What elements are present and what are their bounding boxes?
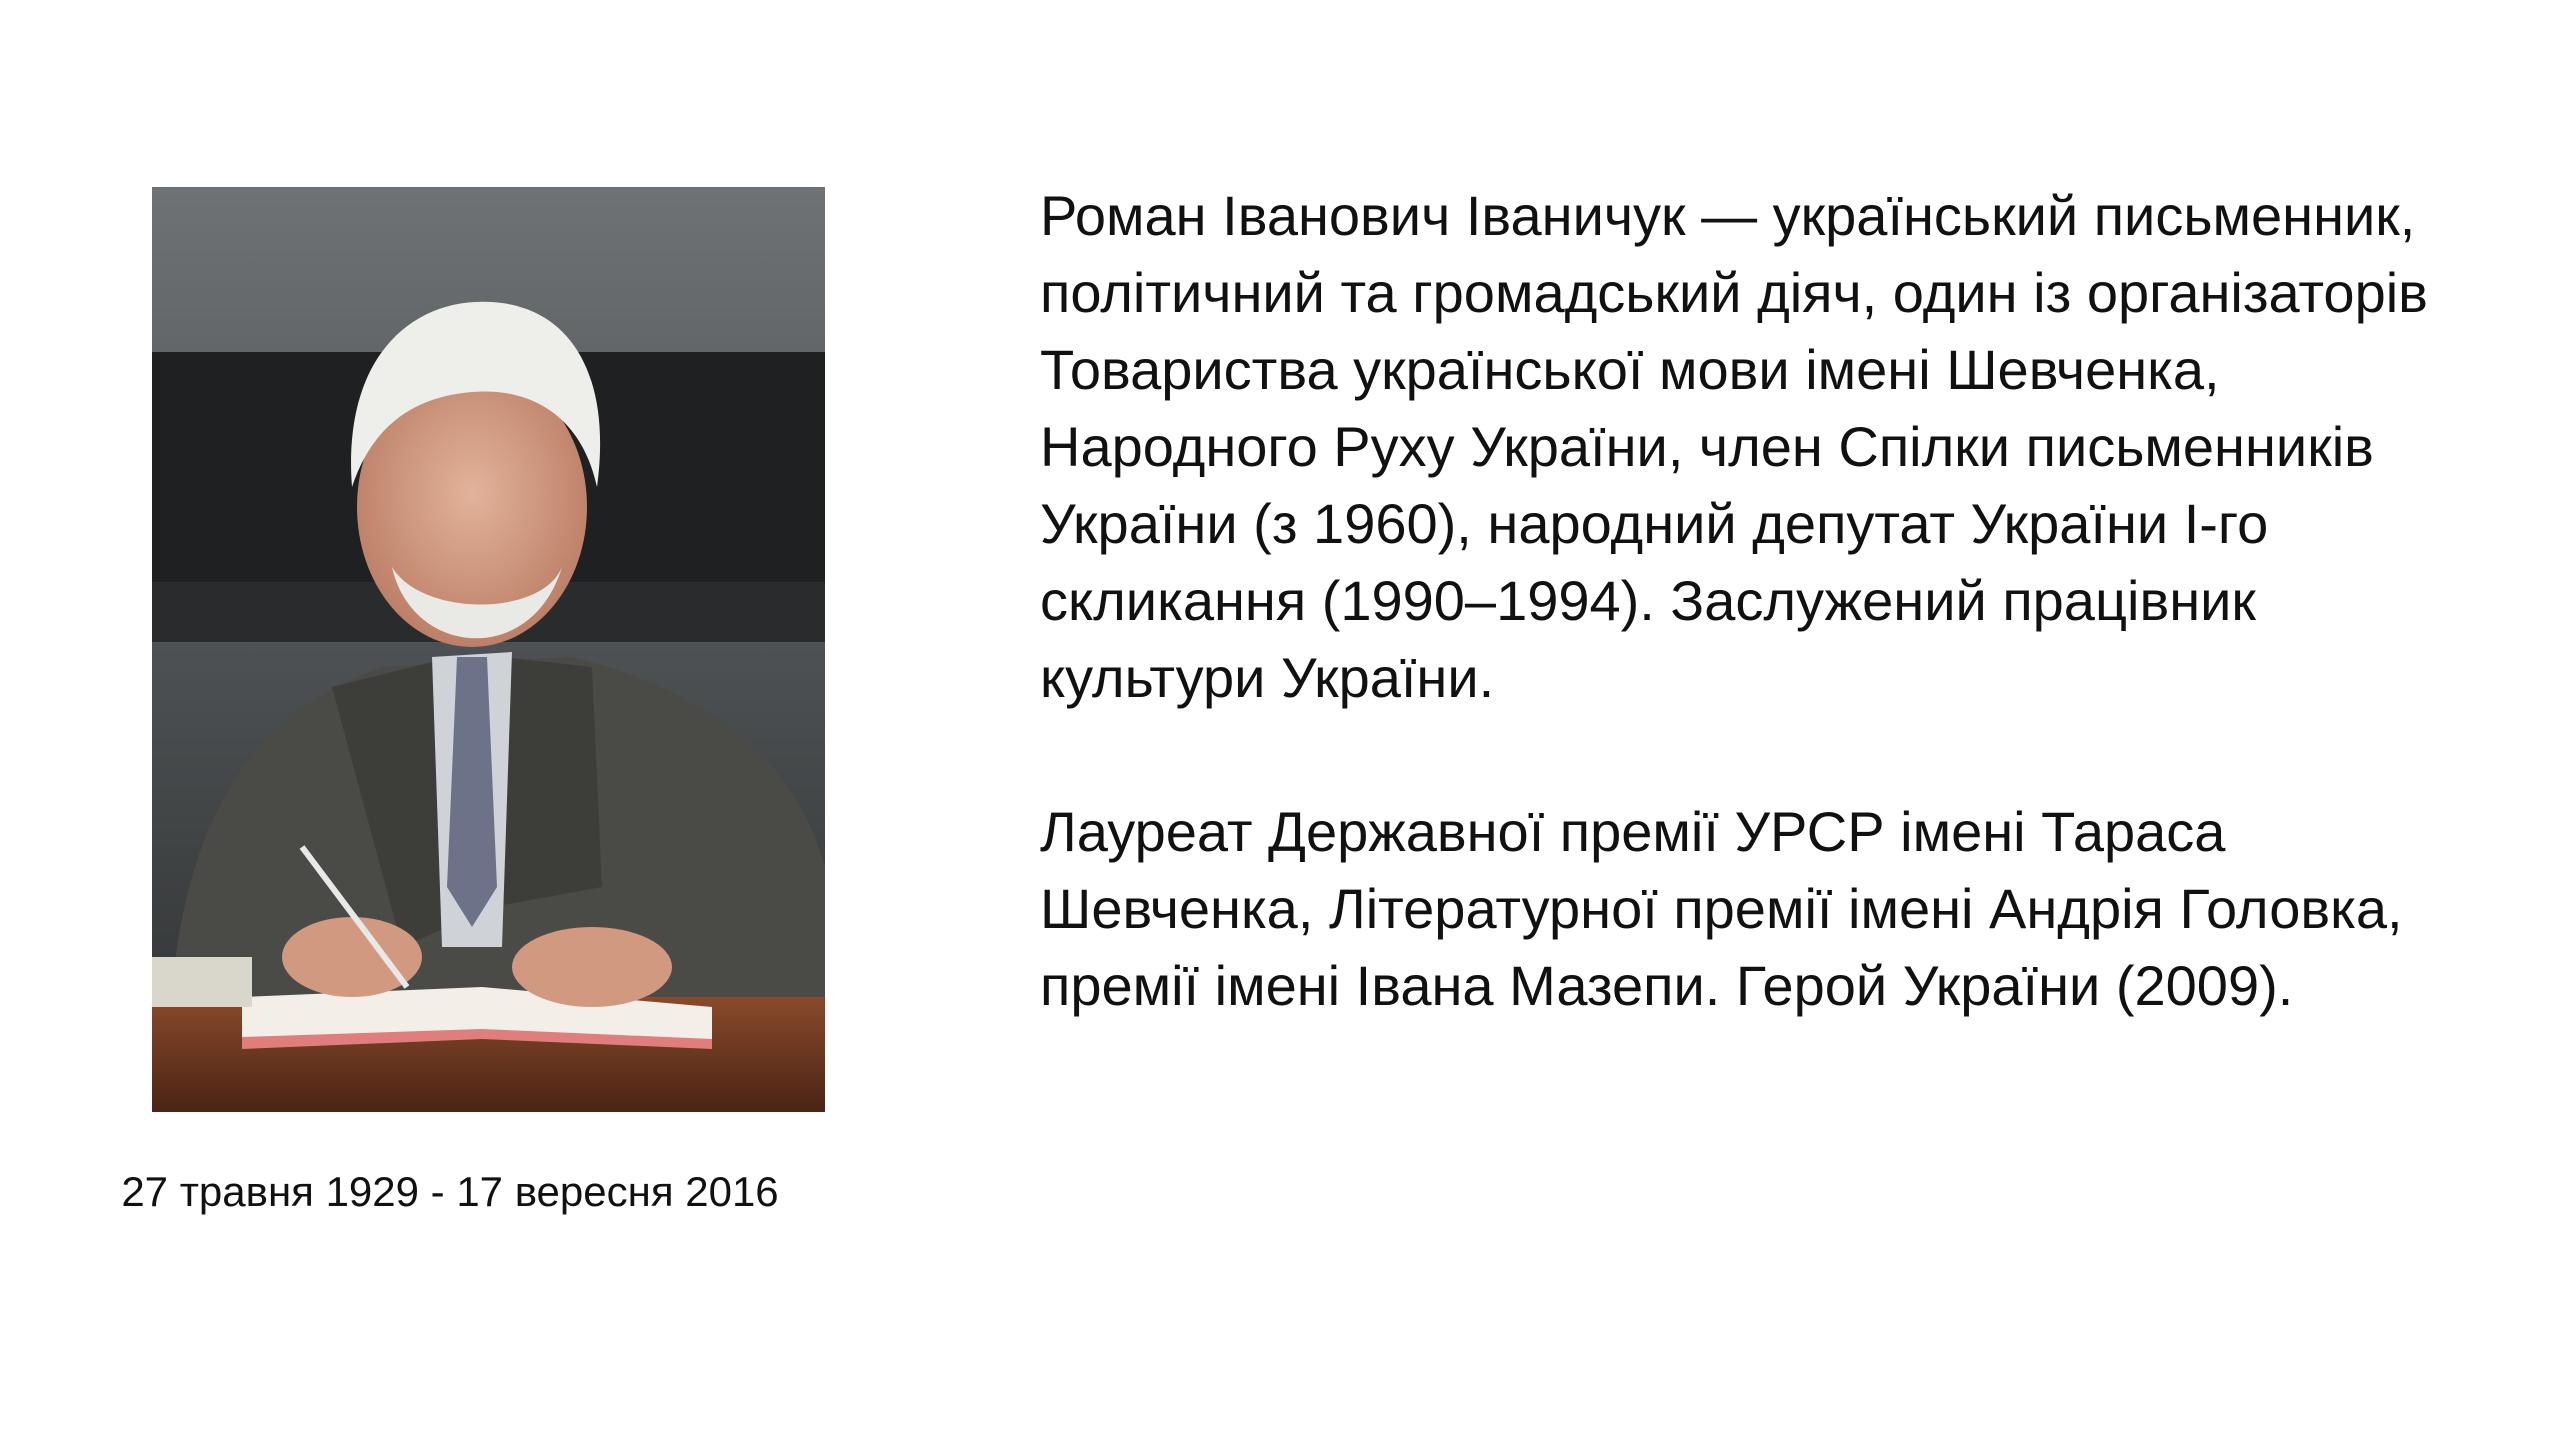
biography-text xyxy=(1040,177,2480,1101)
life-dates-caption: 27 травня 1929 - 17 вересня 2016 xyxy=(121,1168,779,1215)
biography-paragraph-2: Лауреат Державної премії УРСР імені Тараса Шевченка, Літературної премії імені Андрія Головка, премії імені Івана Мазепи. Герой України (2009). xyxy=(1040,800,2403,1017)
portrait-image xyxy=(152,187,825,1112)
portrait-photo xyxy=(152,187,825,1112)
biography-paragraph-1: Роман Іванович Іваничук — український письменник, політичний та громадський діяч, один із організаторів Товариства української мови імені Шевченка, Народного Руху України, член Спілки письменників України (з 1960), народний депутат України І-го скликання (1990–1994). Заслужений працівник культури України. xyxy=(1040,184,2428,709)
